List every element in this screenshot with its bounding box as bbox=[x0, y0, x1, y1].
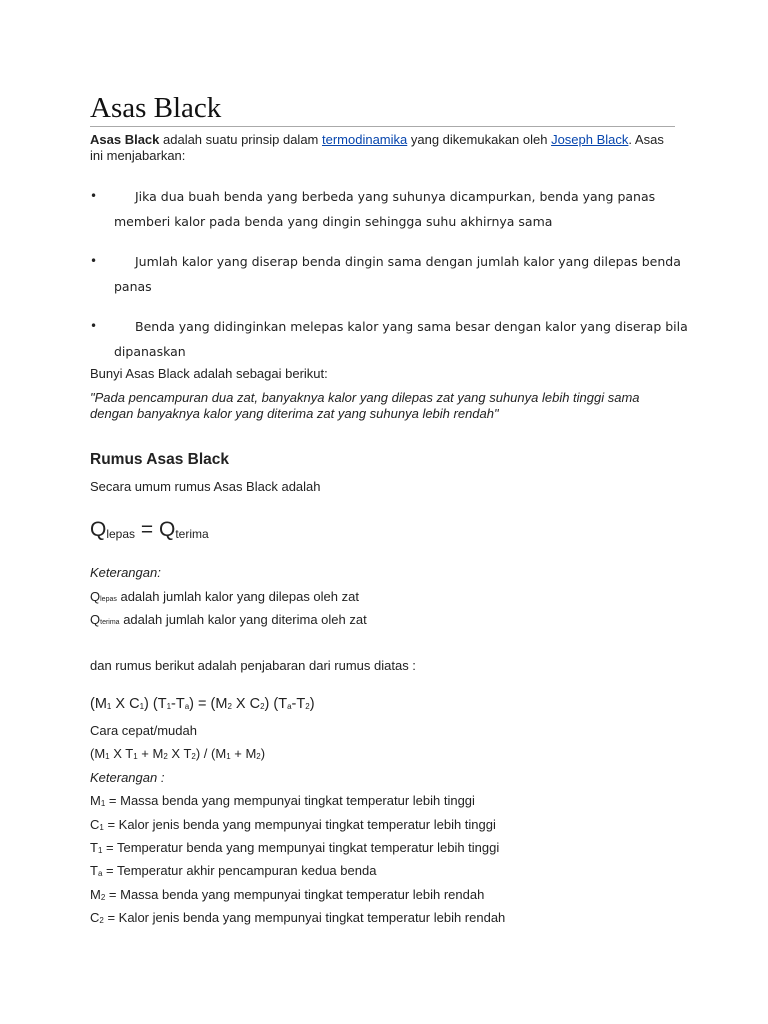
q-sub: terima bbox=[100, 619, 120, 626]
bullet-icon: • bbox=[90, 189, 98, 203]
cara-cepat-label: Cara cepat/mudah bbox=[90, 723, 197, 738]
definition-row bbox=[90, 793, 475, 808]
q-def-text: adalah jumlah kalor yang diterima oleh zat bbox=[119, 612, 367, 627]
definition-symbol: T bbox=[90, 840, 98, 855]
keterangan-label: Keterangan: bbox=[90, 565, 161, 580]
definition-symbol: C bbox=[90, 817, 100, 832]
definition-text: = Massa benda yang mempunyai tingkat temperatur lebih rendah bbox=[105, 887, 485, 902]
formula-equals: = Q bbox=[135, 518, 176, 541]
definition-text: = Massa benda yang mempunyai tingkat temperatur lebih tinggi bbox=[105, 793, 475, 808]
definition-text: = Kalor jenis benda yang mempunyai tingkat temperatur lebih rendah bbox=[103, 910, 506, 925]
general-formula-intro: Secara umum rumus Asas Black adalah bbox=[90, 479, 321, 494]
list-item-line2: memberi kalor pada benda yang dingin sehingga suhu akhirnya sama bbox=[114, 214, 553, 229]
bullet-icon: • bbox=[90, 319, 98, 333]
list-item-line1: Jika dua buah benda yang berbeda yang suhunya dicampurkan, benda yang panas bbox=[135, 189, 656, 204]
formula-q: Q bbox=[90, 518, 107, 541]
definition-row bbox=[90, 817, 496, 832]
definition-row bbox=[90, 863, 376, 878]
list-item-line2: panas bbox=[114, 279, 152, 294]
main-formula bbox=[90, 518, 209, 542]
q-symbol: Q bbox=[90, 612, 101, 627]
law-quote: "Pada pencampuran dua zat, banyaknya kalor yang dilepas zat yang suhunya lebih tinggi sama dengan banyaknya kalor yang diterima zat yang suhunya lebih rendah" bbox=[90, 390, 640, 421]
bullet-icon: • bbox=[90, 254, 98, 268]
definition-symbol: M bbox=[90, 793, 101, 808]
definition-text: = Kalor jenis benda yang mempunyai tingkat temperatur lebih tinggi bbox=[103, 817, 496, 832]
expanded-formula: ($M_1$ X $C_1$) $(T_1-T_a) = (M_2$ X $C_2$) $(T_a-T_2)$ bbox=[90, 696, 315, 712]
q-lepas-def bbox=[90, 589, 359, 604]
intro-text-2: yang dikemukakan oleh bbox=[407, 132, 552, 147]
q-def-text: adalah jumlah kalor yang dilepas oleh zat bbox=[116, 589, 359, 604]
definition-subscript: 1 bbox=[99, 823, 104, 832]
link-termodinamika[interactable]: termodinamika bbox=[322, 132, 408, 147]
quick-formula: ($M_1$ X $T_1 + M_2$ X $T_2) / (M_1 + M_2)$ bbox=[90, 746, 266, 761]
bunyi-text: Bunyi Asas Black adalah sebagai berikut: bbox=[90, 366, 328, 381]
intro-text-1: adalah suatu prinsip dalam bbox=[159, 132, 322, 147]
keterangan-label-2: Keterangan : bbox=[90, 770, 165, 785]
link-joseph-black[interactable]: Joseph Black bbox=[551, 132, 629, 147]
intro-bold-term: Asas Black bbox=[90, 132, 160, 147]
definition-text: = Temperatur benda yang mempunyai tingkat temperatur lebih tinggi bbox=[102, 840, 500, 855]
q-terima-def bbox=[90, 612, 367, 627]
definition-symbol: C bbox=[90, 910, 100, 925]
formula-sub-terima: terima bbox=[175, 527, 209, 541]
definition-symbol: T bbox=[90, 863, 98, 878]
definition-text: = Temperatur akhir pencampuran kedua benda bbox=[102, 863, 377, 878]
formula-sub-lepas: lepas bbox=[106, 527, 136, 541]
definition-symbol: M bbox=[90, 887, 101, 902]
page-title: Asas Black bbox=[90, 90, 675, 127]
definition-row bbox=[90, 840, 499, 855]
list-item-line1: Jumlah kalor yang diserap benda dingin sama dengan jumlah kalor yang dilepas benda bbox=[135, 254, 681, 269]
definition-subscript: 2 bbox=[99, 916, 104, 925]
q-sub: lepas bbox=[100, 596, 117, 603]
penjabaran-text: dan rumus berikut adalah penjabaran dari rumus diatas : bbox=[90, 658, 416, 673]
q-symbol: Q bbox=[90, 589, 101, 604]
definition-subscript: a bbox=[97, 869, 103, 878]
definition-subscript: 2 bbox=[100, 893, 106, 902]
list-item-line2: dipanaskan bbox=[114, 344, 186, 359]
section-heading-rumus: Rumus Asas Black bbox=[90, 451, 229, 468]
definition-row bbox=[90, 910, 505, 925]
definition-subscript: 1 bbox=[100, 799, 106, 808]
definition-subscript: 1 bbox=[97, 846, 103, 855]
definition-row bbox=[90, 887, 484, 902]
intro-text-3: . Asas ini menjabarkan: bbox=[90, 132, 664, 163]
intro-paragraph bbox=[90, 132, 675, 164]
list-item-line1: Benda yang didinginkan melepas kalor yang sama besar dengan kalor yang diserap bila bbox=[135, 319, 688, 334]
